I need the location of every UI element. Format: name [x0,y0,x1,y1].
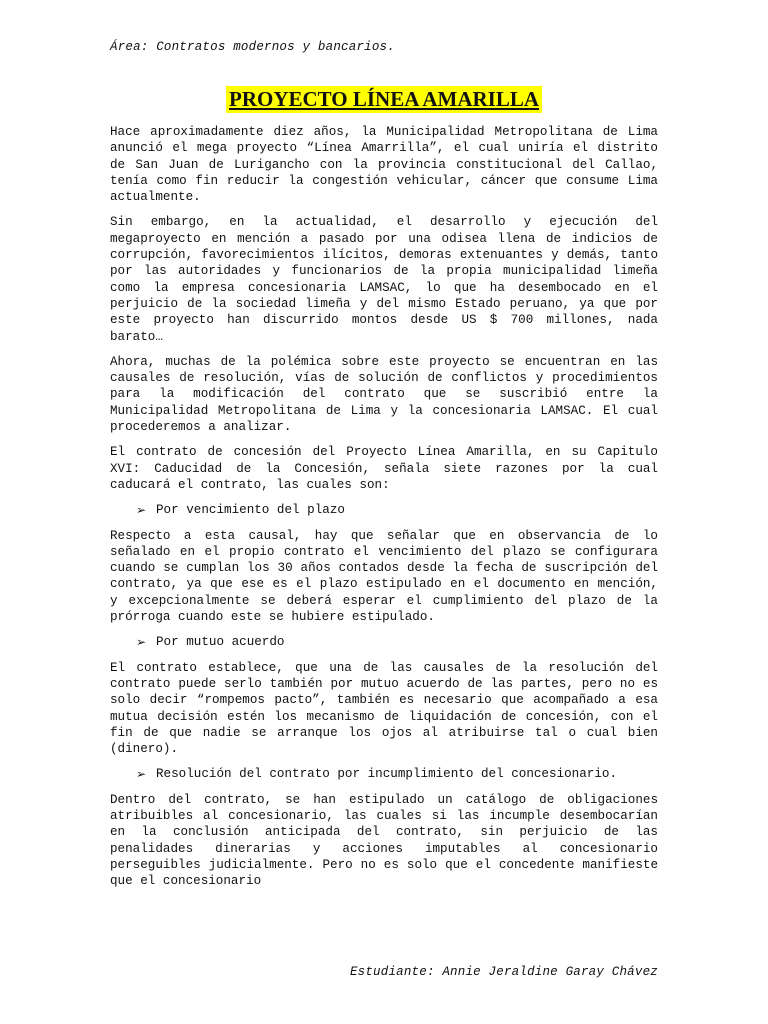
document-body [110,124,658,898]
bullet-item [110,634,658,650]
paragraph: Sin embargo, en la actualidad, el desarrollo y ejecución del megaproyecto en mención a pasado por una odisea llena de indicios de corrupción, favorecimientos ilícitos, demoras extenuantes y demás, tanto por las autoridades y funcionarios de la propia municipalidad limeña como la empresa concesionaria LAMSAC, lo que ha desembocado en el perjuicio de la sociedad limeña y del mismo Estado peruano, ya que por este proyecto han discurrido montos desde US $ 700 millones, nada barato… [110,215,658,344]
paragraph: Dentro del contrato, se han estipulado un catálogo de obligaciones atribuibles al concesionario, las cuales si las incumple desembocarían en la conclusión anticipada del contrato, sin perjuicio de las penalidades dinerarias y acciones imputables al concesionario perseguibles judicialmente. Pero no es solo que el concedente manifieste que el concesionario [110,792,658,889]
header-area: Área: Contratos modernos y bancarios. [110,40,395,54]
document-title: PROYECTO LÍNEA AMARILLA [226,86,542,113]
arrow-bullet-icon: ➢ [136,503,147,518]
bullet-text: Por mutuo acuerdo [156,635,285,650]
bullet-text: Resolución del contrato por incumplimiento del concesionario. [156,767,618,782]
title-container [0,86,768,113]
bullet-text: Por vencimiento del plazo [156,503,345,518]
footer-student: Estudiante: Annie Jeraldine Garay Chávez [349,965,658,979]
bullet-item [110,766,658,782]
arrow-bullet-icon: ➢ [136,635,147,650]
arrow-bullet-icon: ➢ [136,767,147,782]
bullet-item [110,502,658,518]
paragraph: El contrato de concesión del Proyecto Línea Amarilla, en su Capitulo XVI: Caducidad de la Concesión, señala siete razones por la cual caducará el contrato, las cuales son: [110,445,658,492]
paragraph: El contrato establece, que una de las causales de la resolución del contrato puede serlo también por mutuo acuerdo de las partes, pero no es solo decir “rompemos pacto”, también es necesario que acompañado a esa mutua decisión estén los mecanismo de liquidación de concesión, con el fin de que nadie se arranque los ojos al atribuirse tal o cual bien (dinero). [110,660,658,757]
paragraph: Hace aproximadamente diez años, la Municipalidad Metropolitana de Lima anunció el mega proyecto “Línea Amarrilla”, el cual uniría el distrito de San Juan de Lurigancho con la provincia constitucional del Callao, tenía como fin reducir la congestión vehicular, cáncer que consume Lima actualmente. [110,125,658,205]
paragraph: Respecto a esta causal, hay que señalar que en observancia de lo señalado en el propio contrato el vencimiento del plazo se configurara cuando se cumplan los 30 años contados desde la fecha de suscripción del contrato, ya que ese es el plazo estipulado en el documento en mención, y excepcionalmente se deberá esperar el cumplimiento del plazo de la prórroga cuando este se hubiere estipulado. [110,528,658,625]
paragraph: Ahora, muchas de la polémica sobre este proyecto se encuentran en las causales de resolución, vías de solución de conflictos y procedimientos para la modificación del contrato que se suscribió entre la Municipalidad Metropolitana de Lima y la concesionaria LAMSAC. El cual procederemos a analizar. [110,354,658,435]
